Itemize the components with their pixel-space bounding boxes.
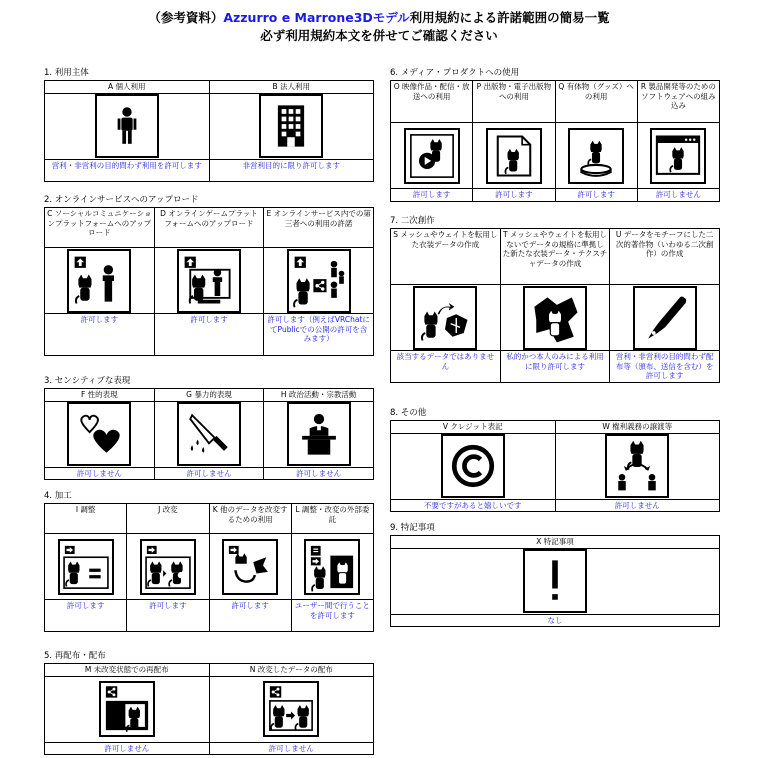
item-status: 許可します (473, 189, 555, 202)
pen-icon (633, 286, 697, 350)
section-special-notes (390, 523, 720, 627)
item-label: L 調整・改変の外部委託 (291, 504, 373, 534)
outsourcing-icon (304, 539, 360, 595)
item-status: 許可しません (45, 467, 155, 480)
costume-icon (413, 286, 477, 350)
item-status: 許可しません (45, 742, 210, 755)
item-status: 許可します (555, 189, 637, 202)
section-title: 3. センシティブな表現 (44, 376, 131, 386)
section-processing (44, 491, 374, 632)
section-title: 4. 加工 (44, 491, 72, 501)
item-label: W 権利義務の譲渡等 (555, 421, 720, 434)
permission-table (44, 207, 374, 356)
section-sensitive-expression (44, 376, 374, 480)
item-status: 許可しません (264, 467, 374, 480)
section-derivative-works (390, 216, 720, 383)
item-label: J 改変 (127, 504, 209, 534)
permission-table (390, 420, 720, 512)
item-label: X 特記事項 (391, 536, 720, 549)
section-online-upload (44, 195, 374, 356)
copyright-icon (441, 434, 505, 498)
transfer-rights-icon (605, 434, 669, 498)
item-status: 非営利目的に限り許可します (209, 159, 374, 181)
distribute-modified-icon (263, 681, 319, 737)
exclamation-icon (523, 549, 587, 613)
item-status: 営利・非営利の目的問わず配布等（頒布、送信を含む）を許可します (610, 351, 720, 383)
upload-social-icon (67, 249, 131, 313)
hearts-icon (67, 402, 131, 466)
item-label: A 個人利用 (45, 81, 210, 94)
item-status: ユーザー間で行うことを許可します (291, 600, 373, 632)
person-icon (95, 94, 159, 158)
use-for-other-data-icon (222, 539, 278, 595)
item-label: E オンラインサービス内での第三者への利用の許諾 (264, 208, 374, 248)
item-status: なし (391, 614, 720, 627)
document-subtitle: 必ず利用規約本文を併せてご確認ください (260, 28, 498, 43)
adjust-icon (58, 539, 114, 595)
document-title (0, 9, 758, 26)
item-status: 許可します (127, 600, 209, 632)
permission-table (390, 228, 720, 383)
title-suffix: 利用規約による許諾範囲の簡易一覧 (409, 10, 610, 25)
modify-icon (140, 539, 196, 595)
item-status: 営利・非営利の目的問わず利用を許可します (45, 159, 210, 181)
item-status: 許可しません (209, 742, 374, 755)
item-label: G 暴力的表現 (154, 389, 264, 402)
publication-icon (486, 128, 542, 184)
item-status: 許可します (45, 314, 155, 356)
section-title: 9. 特記事項 (390, 523, 435, 533)
item-status: 該当するデータではありません (391, 351, 501, 383)
item-label: B 法人利用 (209, 81, 374, 94)
share-third-party-icon (287, 249, 351, 313)
permission-table (44, 503, 374, 632)
knife-icon (177, 402, 241, 466)
section-title: 1. 利用主体 (44, 68, 89, 78)
item-status: 許可しません (154, 467, 264, 480)
item-status: 許可します (391, 189, 473, 202)
section-title: 7. 二次創作 (390, 216, 435, 226)
section-other (390, 408, 720, 512)
item-status: 許可しません (555, 499, 720, 512)
item-label: V クレジット表記 (391, 421, 556, 434)
item-status: 不要ですがあると嬉しいです (391, 499, 556, 512)
section-title: 5. 再配布・配布 (44, 651, 106, 661)
permission-table (390, 535, 720, 627)
item-status: 私的かつ本人のみによる利用に限り許可します (500, 351, 610, 383)
item-label: T メッシュやウェイトを転用しないでデータの規格に準拠した新たな衣装データ・テクスチャデータの作成 (500, 229, 610, 285)
item-label: K 他のデータを改変するための利用 (209, 504, 291, 534)
section-usage-subject (44, 68, 374, 182)
video-icon (404, 128, 460, 184)
item-label: F 性的表現 (45, 389, 155, 402)
section-media-products (390, 68, 720, 202)
upload-game-icon (177, 249, 241, 313)
item-label: O 映像作品・配信・放送への利用 (391, 81, 473, 123)
new-costume-icon (523, 286, 587, 350)
item-label: N 改変したデータの配布 (209, 664, 374, 677)
software-icon (650, 128, 706, 184)
item-label: S メッシュやウェイトを転用した衣装データの作成 (391, 229, 501, 285)
item-status: 許可しません (637, 189, 719, 202)
permission-table (44, 388, 374, 480)
permission-table (44, 663, 374, 755)
permission-table (390, 80, 720, 202)
redistribute-icon (99, 681, 155, 737)
goods-icon (568, 128, 624, 184)
section-title: 8. その他 (390, 408, 427, 418)
section-title: 6. メディア・プロダクトへの使用 (390, 68, 520, 78)
title-paren: （参考資料） (148, 10, 224, 25)
podium-icon (287, 402, 351, 466)
item-status: 許可します (209, 600, 291, 632)
section-title: 2. オンラインサービスへのアップロード (44, 195, 199, 205)
item-label: D オンラインゲームプラットフォームへのアップロード (154, 208, 264, 248)
item-label: C ソーシャルコミュニケーションプラットフォームへのアップロード (45, 208, 155, 248)
section-redistribution (44, 651, 374, 755)
item-label: P 出版物・電子出版物への利用 (473, 81, 555, 123)
item-label: Q 有体物（グッズ）への利用 (555, 81, 637, 123)
item-label: U データをモチーフにした二次的著作物（いわゆる二次創作）の作成 (610, 229, 720, 285)
item-label: H 政治活動・宗教活動 (264, 389, 374, 402)
item-label: I 調整 (45, 504, 127, 534)
permission-table (44, 80, 374, 182)
item-label: M 未改変状態での再配布 (45, 664, 210, 677)
item-status: 許可します (154, 314, 264, 356)
item-status: 許可します（例えばVRChatにてPublicでの公開の許可を含みます） (264, 314, 374, 356)
building-icon (259, 94, 323, 158)
item-status: 許可します (45, 600, 127, 632)
item-label: R 製品開発等のためのソフトウェアへの組み込み (637, 81, 719, 123)
brand-name: Azzurro e Marrone3Dモデル (223, 10, 410, 25)
